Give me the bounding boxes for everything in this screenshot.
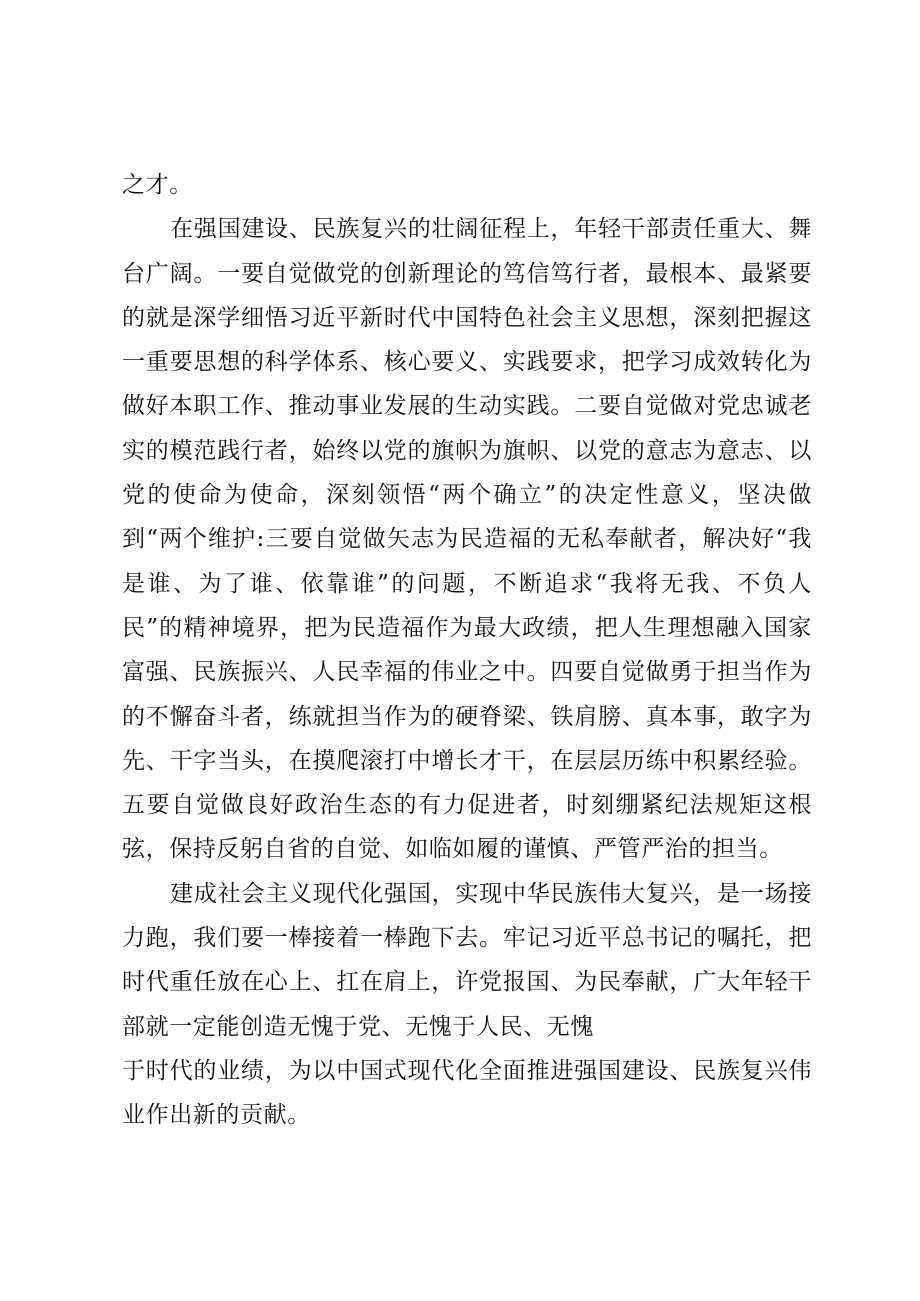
paragraph-continuation: 之才。 bbox=[122, 172, 193, 198]
paragraph-closing: 于时代的业绩，为以中国式现代化全面推进强国建设、民族复兴伟业作出新的贡献。 bbox=[122, 1057, 812, 1129]
paragraph-relay-race: 建成社会主义现代化强国，实现中华民族伟大复兴，是一场接力跑，我们要一棒接着一棒跑下去。牢记习近平总书记的嘱托，把时代重任放在心上、扛在肩上，许党报国、为民奉献，广大年轻干部就一定能创造无愧于党、无愧于人民、无愧 bbox=[122, 880, 812, 1040]
document-body bbox=[122, 163, 812, 1138]
paragraph-young-cadres-duties: 在强国建设、民族复兴的壮阔征程上，年轻干部责任重大、舞台广阔。一要自觉做党的创新理论的笃信笃行者，最根本、最紧要的就是深学细悟习近平新时代中国特色社会主义思想，深刻把握这一重要思想的科学体系、核心要义、实践要求，把学习成效转化为做好本职工作、推动事业发展的生动实践。二要自觉做对党忠诚老实的模范践行者，始终以党的旗帜为旗帜、以党的意志为意志、以党的使命为使命，深刻领悟“两个确立”的决定性意义，坚决做到“两个维护:三要自觉做矢志为民造福的无私奉献者，解决好“我是谁、为了谁、依靠谁”的问题，不断追求“我将无我、不负人民”的精神境界，把为民造福作为最大政绩，把人生理想融入国家富强、民族振兴、人民幸福的伟业之中。四要自觉做勇于担当作为的不懈奋斗者，练就担当作为的硬脊梁、铁肩膀、真本事，敢字为先、干字当头，在摸爬滚打中增长才干，在层层历练中积累经验。五要自觉做良好政治生态的有力促进者，时刻绷紧纪法规矩这根弦，保持反躬自省的自觉、如临如履的谨慎、严管严治的担当。 bbox=[122, 216, 812, 863]
